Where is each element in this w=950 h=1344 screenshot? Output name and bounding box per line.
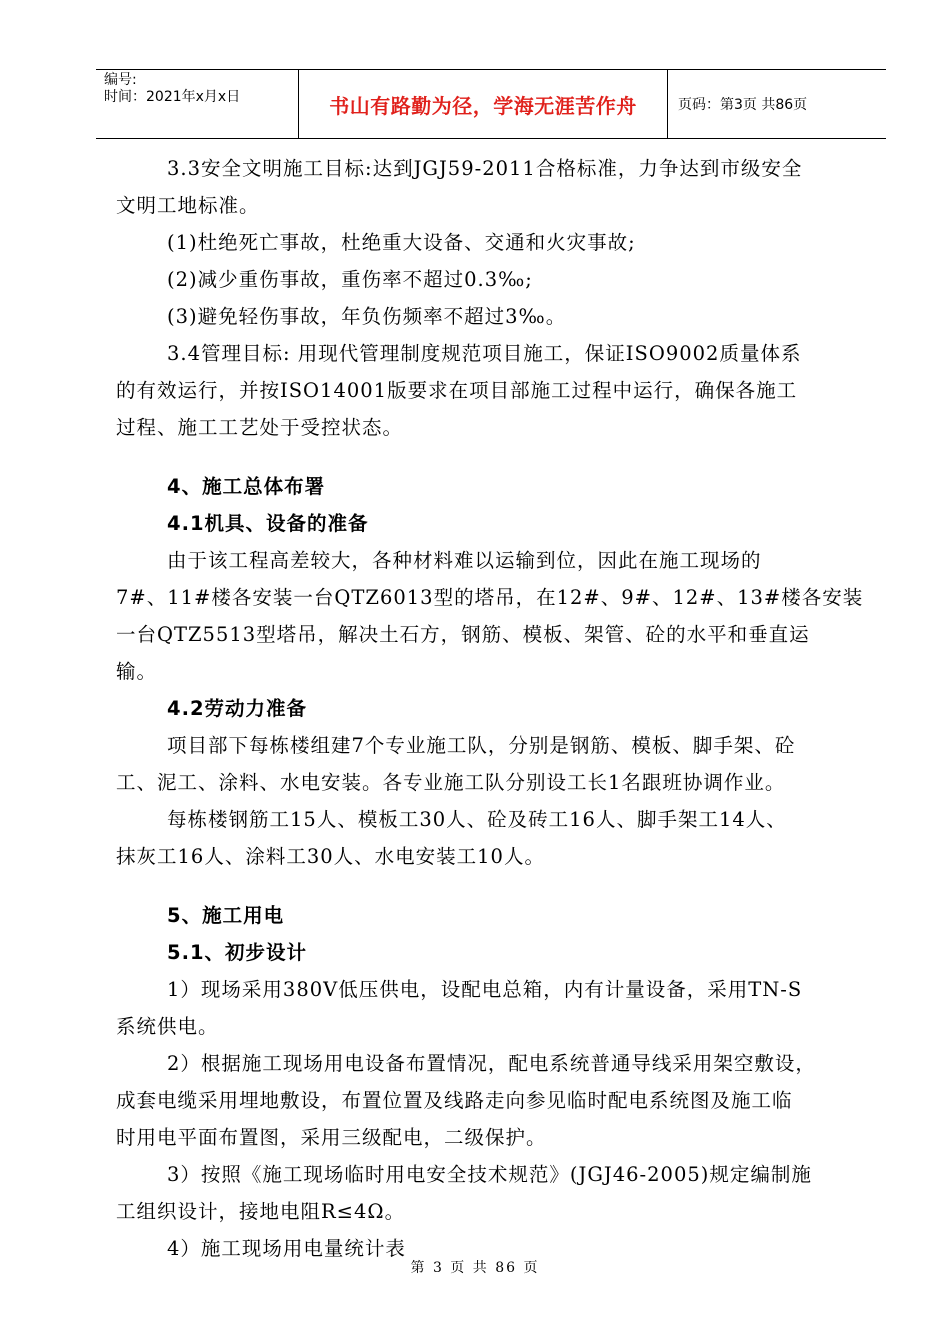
paragraph-line: 2）根据施工现场用电设备布置情况，配电系统普通导线采用架空敷设， <box>167 1052 816 1075</box>
header-meta <box>96 70 298 138</box>
paragraph-line: 过程、施工工艺处于受控状态。 <box>116 416 404 439</box>
paragraph-line: 3.3安全文明施工目标:达到JGJ59-2011合格标准，力争达到市级安全 <box>167 157 803 180</box>
section-heading-5-1: 5.1、初步设计 <box>167 941 308 964</box>
spacer <box>116 875 860 897</box>
paragraph-line: 工、泥工、涂料、水电安装。各专业施工队分别设工长1名跟班协调作业。 <box>116 771 786 794</box>
paragraph-line: 项目部下每栋楼组建7个专业施工队，分别是钢筋、模板、脚手架、砼 <box>167 734 796 757</box>
paragraph-line: 的有效运行，并按ISO14001版要求在项目部施工过程中运行，确保各施工 <box>116 379 798 402</box>
paragraph-line: 文明工地标准。 <box>116 194 260 217</box>
section-heading-4: 4、施工总体布署 <box>167 475 326 498</box>
spacer <box>116 446 860 468</box>
paragraph-line: (1)杜绝死亡事故，杜绝重大设备、交通和火灾事故; <box>167 231 636 254</box>
section-heading-4-1: 4.1机具、设备的准备 <box>167 512 369 535</box>
header-motto-cell <box>298 70 668 138</box>
paragraph-line: 成套电缆采用埋地敷设，布置位置及线路走向参见临时配电系统图及施工临 <box>116 1089 793 1112</box>
paragraph-line: 系统供电。 <box>116 1015 219 1038</box>
paragraph-line: 7#、11#楼各安装一台QTZ6013型的塔吊，在12#、9#、12#、13#楼各安装 <box>116 586 864 609</box>
header-motto: 书山有路勤为径，学海无涯苦作舟 <box>329 93 637 118</box>
header-page-code: 页码：第3页 共86页 <box>678 97 808 113</box>
page-footer: 第 3 页 共 86 页 <box>410 1260 540 1276</box>
document-body <box>116 150 864 1267</box>
paragraph-line: 3）按照《施工现场临时用电安全技术规范》(JGJ46-2005)规定编制施 <box>167 1163 812 1186</box>
paragraph-line: 4）施工现场用电量统计表 <box>167 1237 406 1260</box>
paragraph-line: 由于该工程高差较大，各种材料难以运输到位，因此在施工现场的 <box>167 549 762 572</box>
section-heading-4-2: 4.2劳动力准备 <box>167 697 308 720</box>
number-label: 编号: <box>104 72 137 88</box>
paragraph-line: 一台QTZ5513型塔吊，解决土石方，钢筋、模板、架管、砼的水平和垂直运 <box>116 623 810 646</box>
section-heading-5: 5、施工用电 <box>167 904 285 927</box>
paragraph-line: 3.4管理目标: 用现代管理制度规范项目施工，保证ISO9002质量体系 <box>167 342 802 365</box>
paragraph-line: (3)避免轻伤事故，年负伤频率不超过3‰。 <box>167 305 567 328</box>
paragraph-line: (2)减少重伤事故，重伤率不超过0.3‰; <box>167 268 533 291</box>
paragraph-line: 工组织设计，接地电阻R≤4Ω。 <box>116 1200 406 1223</box>
time-label: 时间：2021年x月x日 <box>104 89 241 105</box>
paragraph-line: 抹灰工16人、涂料工30人、水电安装工10人。 <box>116 845 545 868</box>
paragraph-line: 每栋楼钢筋工15人、模板工30人、砼及砖工16人、脚手架工14人、 <box>167 808 787 831</box>
paragraph-line: 输。 <box>116 660 158 683</box>
paragraph-line: 1）现场采用380V低压供电，设配电总箱，内有计量设备，采用TN-S <box>167 978 803 1001</box>
paragraph-line: 时用电平面布置图，采用三级配电，二级保护。 <box>116 1126 547 1149</box>
page-header <box>96 69 886 139</box>
